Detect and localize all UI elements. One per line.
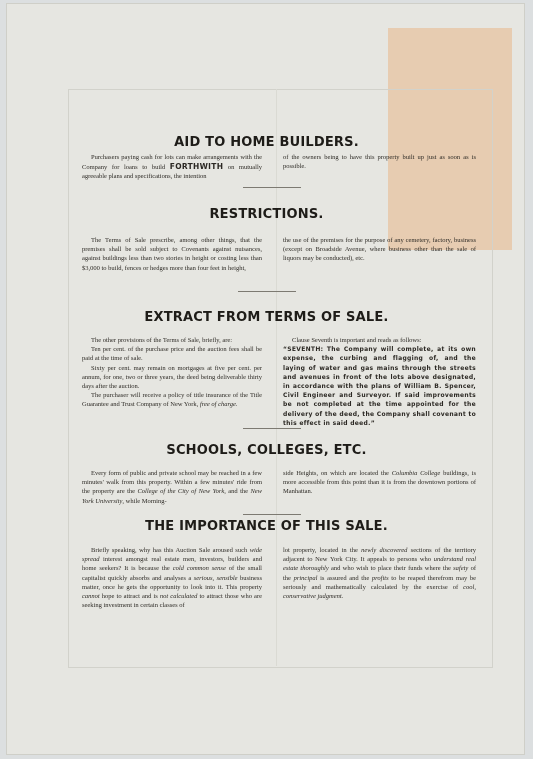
terms-left-p1: The other provisions of the Terms of Sale, briefly, are: <box>91 337 233 344</box>
schools-left-a: Every form of public and private school may be reached in a few minutes' walk from this property. Within a few minutes' ride from the property are the <box>82 470 262 496</box>
divider <box>243 428 301 429</box>
importance-right-it5: profits <box>371 574 389 582</box>
section-title-aid: AID TO HOME BUILDERS. <box>174 135 359 150</box>
importance-left-b: interest amongst real estate men, investors, builders and home seekers? It is because the <box>82 556 262 573</box>
importance-right-it2: understand real estate thoroughly <box>283 556 476 573</box>
schools-left-it2: New York University <box>82 488 263 505</box>
importance-left-it2: cold common sense <box>172 565 226 573</box>
schools-right-a: side Heights, on which are located the <box>283 470 392 477</box>
terms-right-p1: Clause Seventh is important and reads as follows: <box>292 337 422 344</box>
aid-right-column <box>283 153 476 171</box>
schools-left-it1: College of the City of New York <box>137 488 225 496</box>
importance-left-it3: serious, sensible <box>193 574 238 582</box>
schools-right-it: Columbia College <box>391 470 441 477</box>
importance-left-a: Briefly speaking, why has this Auction Sale aroused such <box>91 547 250 554</box>
aid-left-column <box>82 153 262 182</box>
aid-right-text: of the owners being to have this property built up just as soon as is possible. <box>283 154 476 171</box>
section-title-terms: EXTRACT FROM TERMS OF SALE. <box>144 310 389 325</box>
page-fold <box>276 89 277 666</box>
divider <box>243 187 301 188</box>
schools-left-column <box>82 469 262 506</box>
schools-left-b: , and the <box>224 488 251 496</box>
importance-right-f: to be reaped therefrom may be seriously and mathematically calculated by the exercise of <box>283 574 476 591</box>
importance-left-it4: cannot <box>82 593 100 601</box>
importance-right-column <box>283 546 476 601</box>
terms-left-p3: Sixty per cent. may remain on mortgages at five per cent. per annum, for one, two or three years, the deed being deliverable thirty days after the auction. <box>82 364 262 391</box>
importance-left-it1: wide spread <box>82 547 262 564</box>
restrictions-right-column <box>283 236 476 264</box>
importance-right-e: is assured and the <box>317 574 372 582</box>
importance-right-b: sections of the territory adjacent to New York City. It appeals to persons who <box>283 547 477 564</box>
importance-left-d: business matter, once he gets the opportunity to look into it. This property <box>82 574 262 591</box>
aid-text-a: Purchasers paying cash for lots can make arrangements with the Company for loans to build <box>82 154 262 172</box>
divider <box>243 514 301 515</box>
importance-right-a: lot property, located in the <box>283 547 362 554</box>
terms-right-clause: “SEVENTH: The Company will complete, at its own expense, the curbing and flagging of, and the laying of water and gas mains through the streets and avenues in front of the lots above designated, in accordance with the plans of William B. Spencer, Civil Engineer and Surveyor. If said improvements be not completed at the time appointed for the delivery of the deed, the Company shall covenant to this effect in said deed.” <box>283 346 476 427</box>
importance-right-d: of the <box>283 565 476 582</box>
section-title-importance: THE IMPORTANCE OF THIS SALE. <box>145 519 388 534</box>
importance-left-c: of the small capitalist quickly absorbs and analyses a <box>82 565 262 582</box>
terms-left-p2: Ten per cent. of the purchase price and the auction fees shall be paid at the time of sale. <box>82 346 262 363</box>
importance-left-f: to attract those who are seeking investment in certain classes of <box>82 593 262 610</box>
restrictions-right-text: the use of the premises for the purpose of any cemetery, factory, business (except on Broadside Avenue, where business other than the sale of liquors may be conducted), etc. <box>283 237 476 263</box>
terms-left-p4: The purchaser will receive a policy of title insurance of the Title Guarantee and Trust Company of New York, <box>82 392 262 409</box>
restrictions-left-column <box>82 236 262 273</box>
importance-right-it6: cool, conservative judgment. <box>283 583 476 601</box>
terms-right-column <box>283 336 476 428</box>
divider <box>238 291 296 292</box>
schools-left-c: , while Morning- <box>122 497 167 505</box>
importance-right-c: and who wish to place their funds where the <box>328 565 454 573</box>
section-title-schools: SCHOOLS, COLLEGES, ETC. <box>166 443 367 458</box>
schools-right-column <box>283 469 476 497</box>
restrictions-left-text: The Terms of Sale prescribe, among other things, that the premises shall be sold subject to Covenants against nuisances, against buildings less than two stories in height or costing less than $3,000 to build, fences or hedges more than four feet in height, <box>82 237 262 272</box>
schools-right-b: buildings, is more accessible from this point than it is from the downtown portions of Manhattan. <box>283 470 476 496</box>
importance-left-e: hope to attract and is <box>99 593 160 601</box>
importance-right-it1: newly discovered <box>361 547 408 554</box>
aid-forthwith: FORTHWITH <box>169 162 224 172</box>
importance-right-it3: safety <box>453 565 469 573</box>
importance-right-it4: principal <box>293 574 318 582</box>
terms-left-column <box>82 336 262 410</box>
terms-left-p4-italic: free of charge. <box>199 401 238 409</box>
importance-left-it5: not calculated <box>159 593 198 601</box>
importance-left-column <box>82 546 262 610</box>
section-title-restrictions: RESTRICTIONS. <box>209 207 324 222</box>
aid-text-b: on mutually agreeable plans and specifications, the intention <box>82 164 263 181</box>
